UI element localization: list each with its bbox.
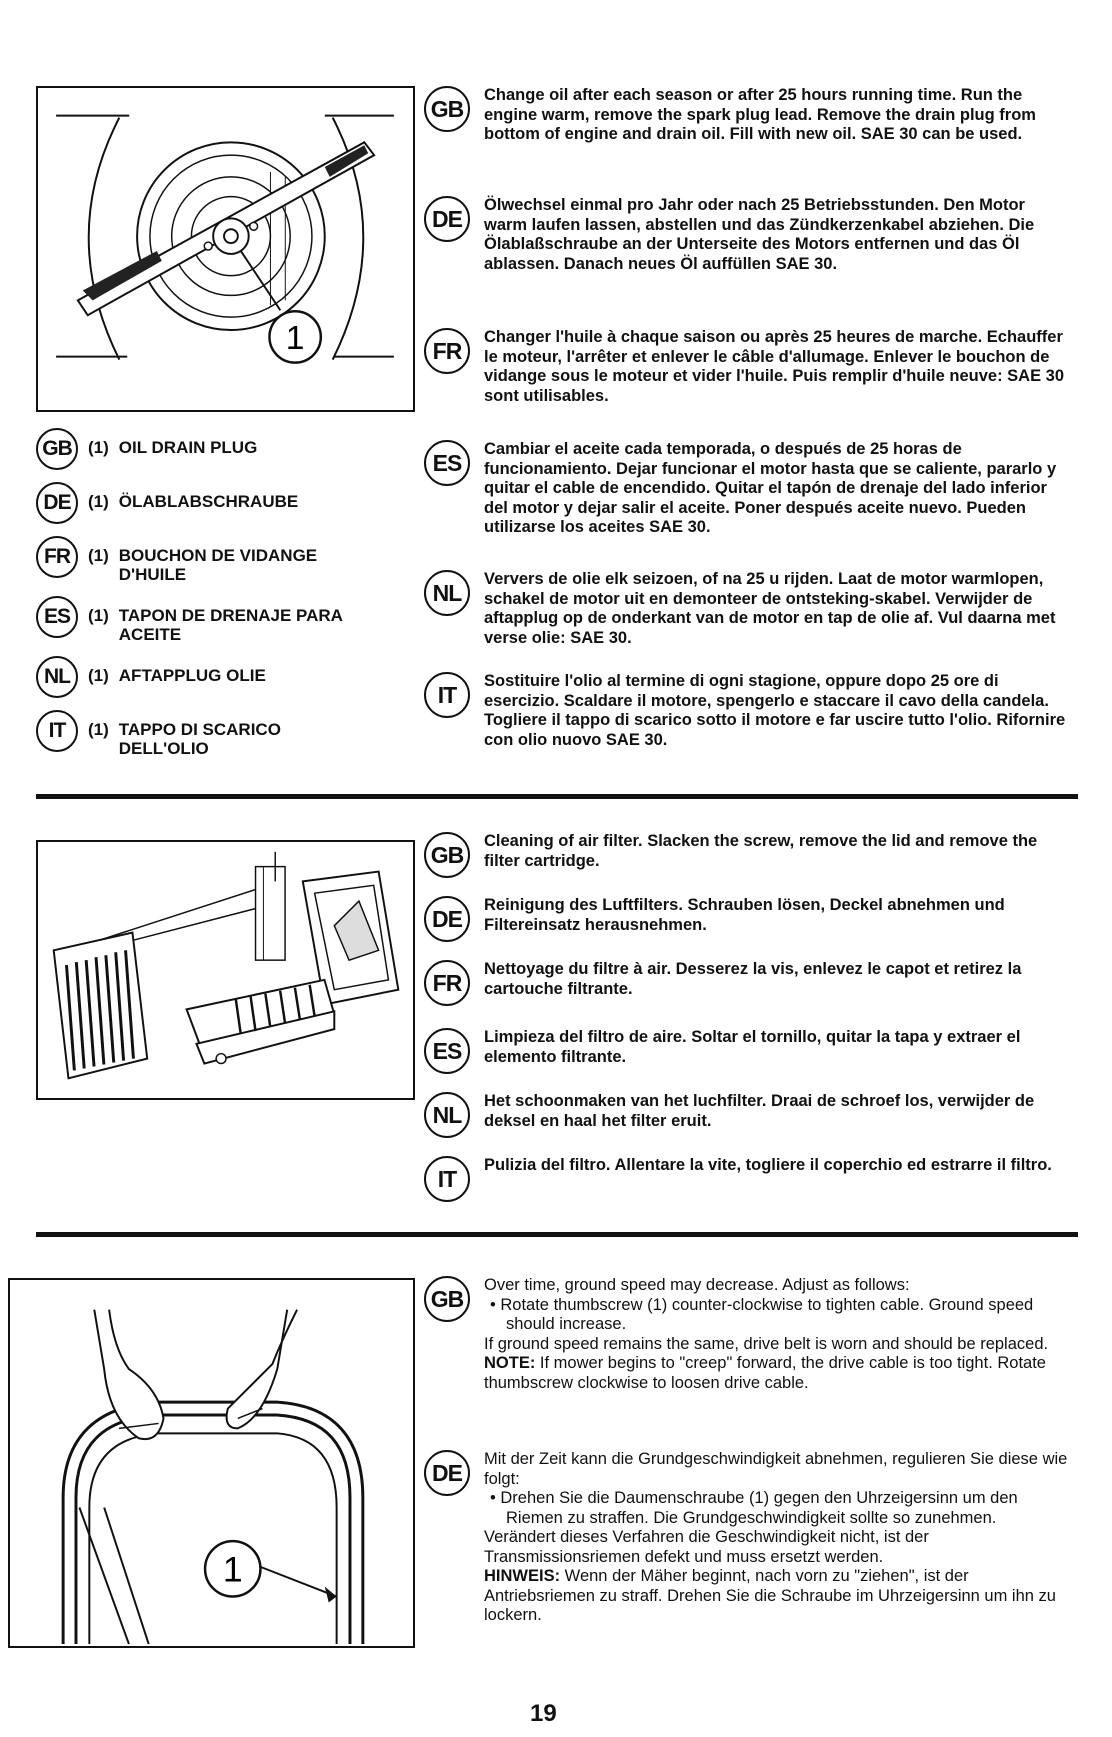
note-label: NOTE: <box>484 1354 536 1372</box>
paragraph: Nettoyage du filtre à air. Desserez la vis, enlevez le capot et retirez la cartouche filtrante. <box>484 960 1022 998</box>
label-it <box>36 710 406 758</box>
paragraph: Change oil after each season or after 25 hours running time. Run the engine warm, remove the spark plug lead. Remove the drain plug from bottom of engine and drain oil. Fill with new oil. SAE 30 can be used. <box>484 86 1036 143</box>
s1-fr <box>424 328 1072 406</box>
fr-flag-icon: FR <box>424 960 470 1006</box>
label-number: (1) <box>88 606 109 625</box>
de-flag-icon: DE <box>424 196 470 242</box>
label-es <box>36 596 406 644</box>
gb-flag-icon: GB <box>424 86 470 132</box>
nl-flag-icon: NL <box>36 656 78 698</box>
paragraph: Changer l'huile à chaque saison ou après 25 heures de marche. Echauffer le moteur, l'arrêter et enlever le câble d'allumage. Enlever le bouchon de vidange sous le moteur et vider l'huile. Puis remplir d'huile neuve: SAE 30 sont utilisables. <box>484 328 1065 405</box>
es-flag-icon: ES <box>424 1028 470 1074</box>
nl-flag-icon: NL <box>424 1092 470 1138</box>
part-labels <box>36 428 406 770</box>
s1-es <box>424 440 1072 538</box>
handle-drawing <box>10 1280 413 1646</box>
label-de <box>36 482 406 524</box>
gb-intro: Over time, ground speed may decrease. Adjust as follows: <box>484 1276 910 1294</box>
paragraph: Limpieza del filtro de aire. Soltar el tornillo, quitar la tapa y extraer el elemento filtrante. <box>484 1028 1021 1066</box>
it-flag-icon: IT <box>36 710 78 752</box>
s2-fr <box>424 960 1072 1006</box>
label-number: (1) <box>88 438 109 457</box>
blade-drawing <box>38 88 413 410</box>
air-filter-diagram <box>36 840 415 1100</box>
section-divider <box>36 1232 1078 1237</box>
nl-flag-icon: NL <box>424 570 470 616</box>
air-filter-drawing <box>38 842 413 1098</box>
gb-flag-icon: GB <box>424 832 470 878</box>
de-note <box>484 1567 1072 1626</box>
callout-1: 1 <box>222 1549 243 1590</box>
paragraph: Ölwechsel einmal pro Jahr oder nach 25 Betriebsstunden. Den Motor warm laufen lassen, abstellen und das Zündkerzenkabel abziehen. Die Ölablaßschraube an der Unterseite des Motors entfernen und das Öl ablassen. Danach neues Öl auffüllen SAE 30. <box>484 196 1035 273</box>
paragraph: Cambiar el aceite cada temporada, o después de 25 horas de funcionamiento. Dejar funcionar el motor hasta que se caliente, pararlo y quitar el cable de encendido. Quitar el tapón de drenaje del lado inferior del motor y dejar salir el aceite. Poner después aceite nuevo. Pueden utilizarse los aceites SAE 30. <box>484 440 1057 536</box>
s2-gb <box>424 832 1072 878</box>
gb-bullet: • Rotate thumbscrew (1) counter-clockwise to tighten cable. Ground speed should increase. <box>490 1295 1034 1333</box>
label-fr <box>36 536 406 584</box>
paragraph: Het schoonmaken van het luchfilter. Draai de schroef los, verwijder de deksel en haal het filter eruit. <box>484 1092 1035 1130</box>
paragraph: Sostituire l'olio al termine di ogni stagione, oppure dopo 25 ore di esercizio. Scaldare il motore, spengerlo e staccare il cavo della candela. Togliere il tappo di scarico sotto il motore e far uscire tutto l'olio. Rifornire con olio nuovo SAE 30. <box>484 672 1066 749</box>
callout-1: 1 <box>285 319 305 357</box>
paragraph <box>484 1450 1072 1626</box>
label-text: TAPON DE DRENAJE PARA ACEITE <box>118 606 343 644</box>
de-bullet: • Drehen Sie die Daumenschraube (1) gegen den Uhrzeigersinn um den Riemen zu straffen. Die Grundgeschwindigkeit sollte so zunehmen. <box>490 1489 1018 1527</box>
s1-gb <box>424 86 1072 145</box>
s3-gb <box>424 1276 1072 1393</box>
it-flag-icon: IT <box>424 1156 470 1202</box>
de-flag-icon: DE <box>424 896 470 942</box>
label-text: ÖLABLABSCHRAUBE <box>118 492 299 511</box>
page-number: 19 <box>530 1700 557 1727</box>
de-intro: Mit der Zeit kann die Grundgeschwindigkeit abnehmen, regulieren Sie diese wie folgt: <box>484 1450 1068 1488</box>
note-label: HINWEIS: <box>484 1567 561 1585</box>
label-number: (1) <box>88 546 109 565</box>
paragraph: Ververs de olie elk seizoen, of na 25 u rijden. Laat de motor warmlopen, schakel de motor uit en demonteer de ontsteking-skabel. Verwijder de aftapplug op de onderkant van de motor en tap de olie af. Vul daarna met verse olie: SAE 30. <box>484 570 1056 647</box>
label-text: BOUCHON DE VIDANGE D'HUILE <box>118 546 318 584</box>
blade-diagram <box>36 86 415 412</box>
gb-body: If ground speed remains the same, drive belt is worn and should be replaced. <box>484 1334 1049 1353</box>
s2-nl <box>424 1092 1072 1138</box>
de-bullet-text: Drehen Sie die Daumenschraube (1) gegen den Uhrzeigersinn um den Riemen zu straffen. Die Grundgeschwindigkeit sollte so zunehmen. <box>500 1489 1018 1527</box>
label-text: TAPPO DI SCARICO DELL'OLIO <box>118 720 281 758</box>
es-flag-icon: ES <box>424 440 470 486</box>
label-number: (1) <box>88 666 109 685</box>
section-divider <box>36 794 1078 799</box>
paragraph: Cleaning of air filter. Slacken the screw, remove the lid and remove the filter cartridge. <box>484 832 1038 870</box>
paragraph: Pulizia del filtro. Allentare la vite, togliere il coperchio ed estrarre il filtro. <box>484 1156 1052 1174</box>
gb-bullet-text: Rotate thumbscrew (1) counter-clockwise to tighten cable. Ground speed should increase. <box>500 1295 1034 1333</box>
label-nl <box>36 656 406 698</box>
s1-it <box>424 672 1072 750</box>
de-flag-icon: DE <box>424 1450 470 1496</box>
label-text: AFTAPPLUG OLIE <box>118 666 266 685</box>
gb-flag-icon: GB <box>424 1276 470 1322</box>
gb-note <box>484 1354 1072 1393</box>
handle-diagram <box>8 1278 415 1648</box>
note-text: Wenn der Mäher beginnt, nach vorn zu "ziehen", ist der Antriebsriemen zu straff. Drehen Sie die Schraube im Uhrzeigersinn um ihn zu lockern. <box>484 1567 1056 1624</box>
label-gb <box>36 428 406 470</box>
fr-flag-icon: FR <box>36 536 78 578</box>
de-body: Verändert dieses Verfahren die Geschwindigkeit nicht, ist der Transmissionsriemen defekt und muss ersetzt werden. <box>484 1528 929 1566</box>
s2-es <box>424 1028 1072 1074</box>
s1-nl <box>424 570 1072 648</box>
note-text: If mower begins to "creep" forward, the drive cable is too tight. Rotate thumbscrew clockwise to loosen drive cable. <box>484 1354 1046 1392</box>
s3-de <box>424 1450 1072 1626</box>
de-flag-icon: DE <box>36 482 78 524</box>
gb-flag-icon: GB <box>36 428 78 470</box>
fr-flag-icon: FR <box>424 328 470 374</box>
label-text: OIL DRAIN PLUG <box>118 438 258 457</box>
paragraph: Reinigung des Luftfilters. Schrauben lösen, Deckel abnehmen und Filtereinsatz herausnehmen. <box>484 896 1005 934</box>
it-flag-icon: IT <box>424 672 470 718</box>
es-flag-icon: ES <box>36 596 78 638</box>
label-number: (1) <box>88 720 109 739</box>
s2-it <box>424 1156 1072 1202</box>
s1-de <box>424 196 1072 274</box>
label-number: (1) <box>88 492 109 511</box>
s2-de <box>424 896 1072 942</box>
paragraph <box>484 1276 1072 1393</box>
